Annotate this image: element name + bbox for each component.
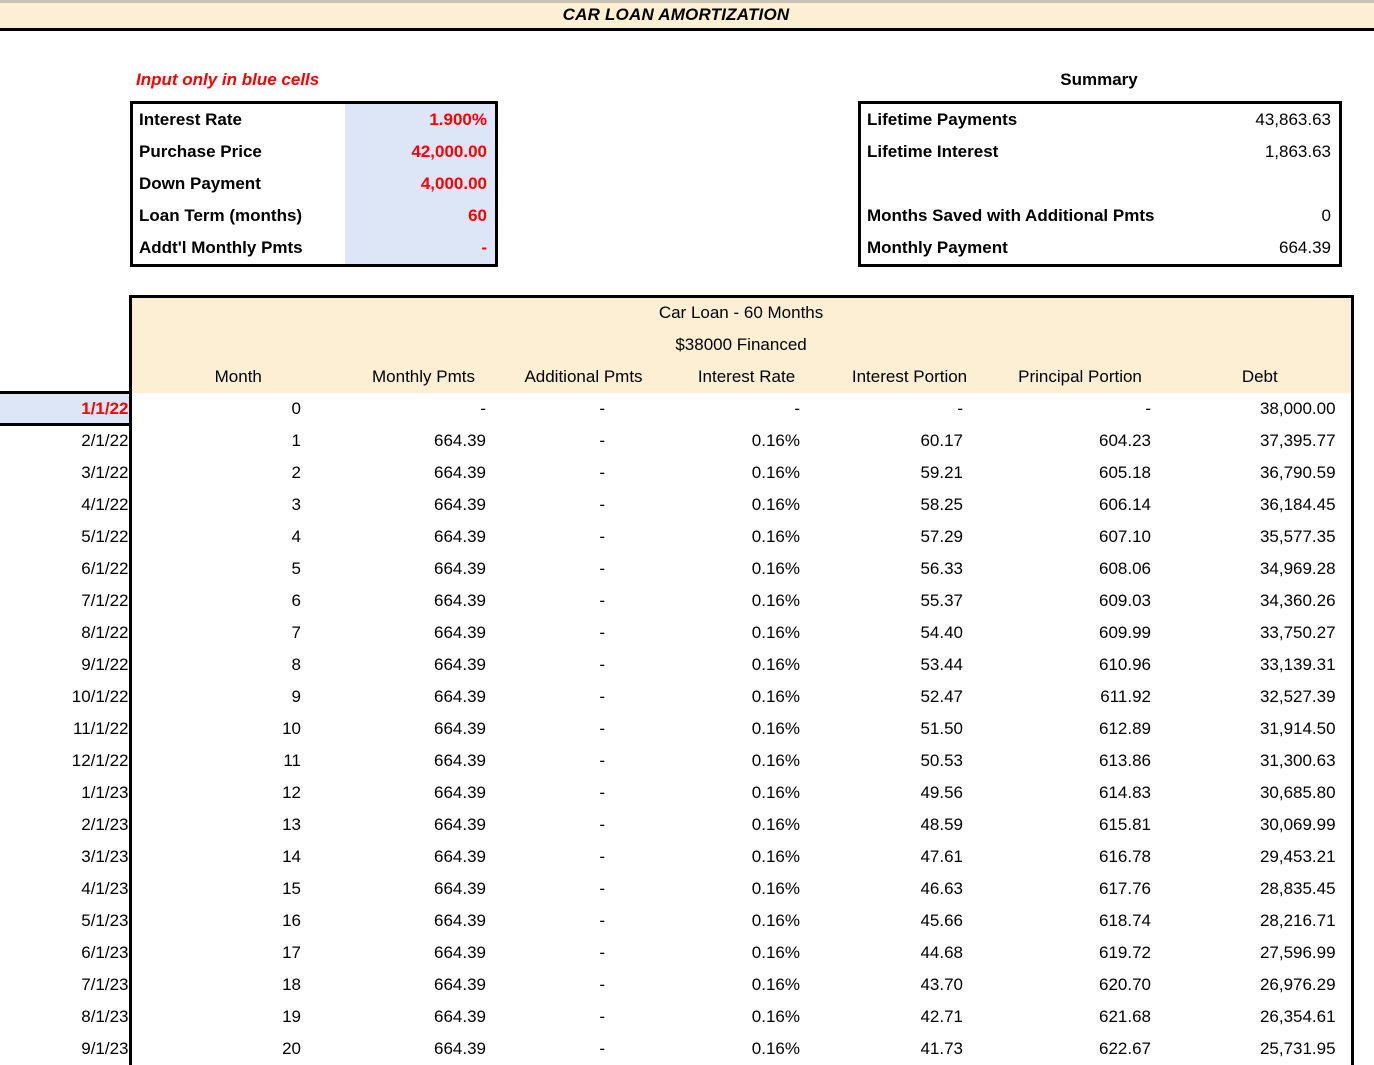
- cell-debt: 26,976.29: [1169, 969, 1352, 1001]
- cell-month: 16: [130, 905, 345, 937]
- cell-interest-rate: 0.16%: [665, 457, 828, 489]
- row-right-gutter: [1352, 681, 1374, 713]
- table-row: [0, 553, 1374, 585]
- cell-principal-portion: 606.14: [991, 489, 1169, 521]
- summary-title: Summary: [1060, 70, 1138, 89]
- table-row: [0, 969, 1374, 1001]
- cell-debt: 36,184.45: [1169, 489, 1352, 521]
- row-date-cell[interactable]: 1/1/22: [0, 393, 130, 425]
- summary-value-lifetime-payments: 43,863.63: [1255, 110, 1331, 129]
- cell-interest-rate: 0.16%: [665, 489, 828, 521]
- row-right-gutter: [1352, 809, 1374, 841]
- cell-debt: 28,216.71: [1169, 905, 1352, 937]
- cell-interest-rate: 0.16%: [665, 905, 828, 937]
- cell-debt: 26,354.61: [1169, 1001, 1352, 1033]
- row-right-gutter: [1352, 1001, 1374, 1033]
- cell-additional-pmts: -: [502, 521, 665, 553]
- banner2-left-gutter: [0, 329, 130, 361]
- cell-principal-portion: 617.76: [991, 873, 1169, 905]
- amortization-table-body: [0, 393, 1374, 1065]
- row-right-gutter: [1352, 393, 1374, 425]
- summary-value-lifetime-interest: 1,863.63: [1264, 142, 1331, 161]
- cell-principal-portion: 614.83: [991, 777, 1169, 809]
- table-row: [0, 777, 1374, 809]
- table-row: [0, 393, 1374, 425]
- summary-row-lifetime-interest: [861, 136, 1339, 168]
- cell-interest-portion: 51.50: [828, 713, 991, 745]
- summary-row-monthly-payment: [861, 232, 1339, 264]
- table-row: [0, 745, 1374, 777]
- cell-interest-rate: 0.16%: [665, 585, 828, 617]
- summary-panel: [858, 101, 1342, 267]
- input-row-loan-term: [133, 200, 495, 232]
- cell-month: 11: [130, 745, 345, 777]
- cell-month: 10: [130, 713, 345, 745]
- summary-value-months-saved: 0: [1321, 206, 1331, 225]
- cell-principal-portion: 615.81: [991, 809, 1169, 841]
- cell-interest-rate: -: [665, 393, 828, 425]
- row-right-gutter: [1352, 425, 1374, 457]
- row-right-gutter: [1352, 777, 1374, 809]
- cell-debt: 37,395.77: [1169, 425, 1352, 457]
- column-header-principal-portion[interactable]: Principal Portion: [991, 361, 1169, 393]
- loan-input-panel: [130, 101, 498, 267]
- row-date-cell[interactable]: 9/1/22: [0, 649, 130, 681]
- cell-debt: 36,790.59: [1169, 457, 1352, 489]
- row-right-gutter: [1352, 937, 1374, 969]
- banner2-right-gutter: [1352, 329, 1374, 361]
- cell-monthly-pmts: 664.39: [345, 841, 502, 873]
- cell-principal-portion: 616.78: [991, 841, 1169, 873]
- cell-monthly-pmts: 664.39: [345, 873, 502, 905]
- row-right-gutter: [1352, 873, 1374, 905]
- row-right-gutter: [1352, 713, 1374, 745]
- cell-interest-portion: 55.37: [828, 585, 991, 617]
- cell-monthly-pmts: 664.39: [345, 457, 502, 489]
- table-row: [0, 1001, 1374, 1033]
- cell-principal-portion: 610.96: [991, 649, 1169, 681]
- page-title: CAR LOAN AMORTIZATION: [562, 5, 790, 24]
- table-row: [0, 425, 1374, 457]
- row-date-cell[interactable]: 12/1/22: [0, 745, 130, 777]
- cell-month: 7: [130, 617, 345, 649]
- input-label-loan-term: Loan Term (months): [139, 206, 303, 225]
- cell-interest-portion: -: [828, 393, 991, 425]
- cell-month: 5: [130, 553, 345, 585]
- cell-interest-rate: 0.16%: [665, 521, 828, 553]
- input-label-down-payment: Down Payment: [139, 174, 261, 193]
- cell-additional-pmts: -: [502, 969, 665, 1001]
- cell-month: 2: [130, 457, 345, 489]
- cell-monthly-pmts: 664.39: [345, 553, 502, 585]
- cell-debt: 33,139.31: [1169, 649, 1352, 681]
- input-field-additional-monthly-pmts[interactable]: -: [345, 232, 495, 264]
- cell-principal-portion: 622.67: [991, 1033, 1169, 1065]
- summary-label-monthly-payment: Monthly Payment: [867, 238, 1008, 257]
- cell-additional-pmts: -: [502, 681, 665, 713]
- cell-month: 3: [130, 489, 345, 521]
- row-date-cell[interactable]: 2/1/23: [0, 809, 130, 841]
- table-banner-row-1: [0, 297, 1374, 329]
- cell-month: 8: [130, 649, 345, 681]
- row-date-cell[interactable]: 1/1/23: [0, 777, 130, 809]
- row-date-cell[interactable]: 8/1/23: [0, 1001, 130, 1033]
- input-field-down-payment[interactable]: 4,000.00: [345, 168, 495, 200]
- cell-additional-pmts: -: [502, 873, 665, 905]
- cell-month: 4: [130, 521, 345, 553]
- cell-interest-portion: 41.73: [828, 1033, 991, 1065]
- cell-interest-rate: 0.16%: [665, 649, 828, 681]
- cell-principal-portion: 621.68: [991, 1001, 1169, 1033]
- cell-monthly-pmts: 664.39: [345, 649, 502, 681]
- cell-interest-portion: 48.59: [828, 809, 991, 841]
- cell-interest-portion: 44.68: [828, 937, 991, 969]
- cell-debt: 32,527.39: [1169, 681, 1352, 713]
- cell-month: 19: [130, 1001, 345, 1033]
- cell-debt: 35,577.35: [1169, 521, 1352, 553]
- header-right-gutter: [1352, 361, 1374, 393]
- cell-additional-pmts: -: [502, 937, 665, 969]
- row-date-cell[interactable]: 4/1/22: [0, 489, 130, 521]
- column-header-debt[interactable]: Debt: [1169, 361, 1352, 393]
- table-row: [0, 873, 1374, 905]
- column-header-additional-pmts[interactable]: Additional Pmts: [502, 361, 665, 393]
- row-date-cell[interactable]: 6/1/23: [0, 937, 130, 969]
- summary-row-months-saved: [861, 200, 1339, 232]
- cell-interest-rate: 0.16%: [665, 425, 828, 457]
- table-banner-row-2: [0, 329, 1374, 361]
- row-right-gutter: [1352, 489, 1374, 521]
- column-header-monthly-pmts[interactable]: Monthly Pmts: [345, 361, 502, 393]
- input-field-interest-rate[interactable]: 1.900%: [345, 104, 495, 136]
- cell-additional-pmts: -: [502, 1001, 665, 1033]
- cell-principal-portion: 618.74: [991, 905, 1169, 937]
- cell-monthly-pmts: 664.39: [345, 713, 502, 745]
- cell-interest-rate: 0.16%: [665, 745, 828, 777]
- input-label-interest-rate: Interest Rate: [139, 110, 242, 129]
- cell-additional-pmts: -: [502, 457, 665, 489]
- cell-principal-portion: 619.72: [991, 937, 1169, 969]
- cell-principal-portion: 620.70: [991, 969, 1169, 1001]
- cell-interest-rate: 0.16%: [665, 1033, 828, 1065]
- table-row: [0, 809, 1374, 841]
- cell-interest-portion: 58.25: [828, 489, 991, 521]
- cell-additional-pmts: -: [502, 777, 665, 809]
- column-header-interest-rate[interactable]: Interest Rate: [665, 361, 828, 393]
- row-right-gutter: [1352, 969, 1374, 1001]
- table-row: [0, 905, 1374, 937]
- cell-interest-portion: 45.66: [828, 905, 991, 937]
- cell-interest-portion: 54.40: [828, 617, 991, 649]
- row-date-cell[interactable]: 8/1/22: [0, 617, 130, 649]
- cell-principal-portion: -: [991, 393, 1169, 425]
- cell-interest-portion: 46.63: [828, 873, 991, 905]
- cell-debt: 34,360.26: [1169, 585, 1352, 617]
- cell-monthly-pmts: 664.39: [345, 585, 502, 617]
- row-right-gutter: [1352, 521, 1374, 553]
- table-row: [0, 681, 1374, 713]
- cell-monthly-pmts: 664.39: [345, 809, 502, 841]
- row-date-cell[interactable]: 11/1/22: [0, 713, 130, 745]
- cell-monthly-pmts: 664.39: [345, 905, 502, 937]
- input-field-purchase-price[interactable]: 42,000.00: [345, 136, 495, 168]
- cell-interest-rate: 0.16%: [665, 553, 828, 585]
- table-row: [0, 937, 1374, 969]
- cell-interest-portion: 49.56: [828, 777, 991, 809]
- cell-interest-rate: 0.16%: [665, 617, 828, 649]
- cell-month: 1: [130, 425, 345, 457]
- cell-monthly-pmts: 664.39: [345, 489, 502, 521]
- cell-principal-portion: 609.99: [991, 617, 1169, 649]
- row-right-gutter: [1352, 649, 1374, 681]
- cell-principal-portion: 607.10: [991, 521, 1169, 553]
- cell-principal-portion: 611.92: [991, 681, 1169, 713]
- cell-interest-portion: 50.53: [828, 745, 991, 777]
- cell-monthly-pmts: 664.39: [345, 777, 502, 809]
- table-row: [0, 841, 1374, 873]
- row-right-gutter: [1352, 617, 1374, 649]
- row-date-cell[interactable]: 9/1/23: [0, 1033, 130, 1065]
- cell-principal-portion: 609.03: [991, 585, 1169, 617]
- cell-monthly-pmts: 664.39: [345, 937, 502, 969]
- table-row: [0, 489, 1374, 521]
- row-right-gutter: [1352, 585, 1374, 617]
- cell-interest-rate: 0.16%: [665, 841, 828, 873]
- row-date-cell[interactable]: 10/1/22: [0, 681, 130, 713]
- banner-left-gutter: [0, 297, 130, 329]
- table-row: [0, 457, 1374, 489]
- cell-interest-portion: 57.29: [828, 521, 991, 553]
- input-row-interest-rate: [133, 104, 495, 136]
- cell-additional-pmts: -: [502, 713, 665, 745]
- row-right-gutter: [1352, 841, 1374, 873]
- cell-month: 14: [130, 841, 345, 873]
- column-header-interest-portion[interactable]: Interest Portion: [828, 361, 991, 393]
- cell-additional-pmts: -: [502, 585, 665, 617]
- cell-month: 17: [130, 937, 345, 969]
- amortization-table: [0, 295, 1374, 1065]
- cell-interest-portion: 59.21: [828, 457, 991, 489]
- cell-additional-pmts: -: [502, 393, 665, 425]
- cell-debt: 31,300.63: [1169, 745, 1352, 777]
- cell-month: 6: [130, 585, 345, 617]
- cell-month: 15: [130, 873, 345, 905]
- cell-interest-portion: 42.71: [828, 1001, 991, 1033]
- cell-month: 18: [130, 969, 345, 1001]
- cell-interest-portion: 52.47: [828, 681, 991, 713]
- row-date-cell[interactable]: 5/1/22: [0, 521, 130, 553]
- row-right-gutter: [1352, 553, 1374, 585]
- cell-additional-pmts: -: [502, 905, 665, 937]
- cell-debt: 30,685.80: [1169, 777, 1352, 809]
- cell-debt: 25,731.95: [1169, 1033, 1352, 1065]
- cell-interest-rate: 0.16%: [665, 681, 828, 713]
- row-right-gutter: [1352, 905, 1374, 937]
- cell-monthly-pmts: 664.39: [345, 681, 502, 713]
- cell-month: 9: [130, 681, 345, 713]
- table-row: [0, 649, 1374, 681]
- cell-principal-portion: 612.89: [991, 713, 1169, 745]
- column-header-month[interactable]: Month: [130, 361, 345, 393]
- cell-interest-portion: 53.44: [828, 649, 991, 681]
- cell-interest-rate: 0.16%: [665, 777, 828, 809]
- input-field-loan-term[interactable]: 60: [345, 200, 495, 232]
- cell-additional-pmts: -: [502, 745, 665, 777]
- input-label-purchase-price: Purchase Price: [139, 142, 262, 161]
- cell-additional-pmts: -: [502, 809, 665, 841]
- cell-interest-rate: 0.16%: [665, 1001, 828, 1033]
- table-row: [0, 713, 1374, 745]
- table-banner-loan-term: Car Loan - 60 Months: [130, 297, 1352, 329]
- table-row: [0, 585, 1374, 617]
- cell-monthly-pmts: 664.39: [345, 617, 502, 649]
- cell-monthly-pmts: -: [345, 393, 502, 425]
- banner-right-gutter: [1352, 297, 1374, 329]
- cell-month: 20: [130, 1033, 345, 1065]
- input-row-down-payment: [133, 168, 495, 200]
- summary-row-spacer: [861, 168, 1339, 200]
- row-date-cell[interactable]: 3/1/23: [0, 841, 130, 873]
- row-right-gutter: [1352, 745, 1374, 777]
- cell-principal-portion: 613.86: [991, 745, 1169, 777]
- cell-additional-pmts: -: [502, 553, 665, 585]
- input-label-additional-monthly-pmts: Addt'l Monthly Pmts: [139, 238, 303, 257]
- summary-label-lifetime-payments: Lifetime Payments: [867, 110, 1018, 129]
- cell-month: 13: [130, 809, 345, 841]
- cell-debt: 29,453.21: [1169, 841, 1352, 873]
- header-left-gutter: [0, 361, 130, 393]
- cell-monthly-pmts: 664.39: [345, 969, 502, 1001]
- cell-monthly-pmts: 664.39: [345, 1033, 502, 1065]
- cell-interest-rate: 0.16%: [665, 873, 828, 905]
- table-row: [0, 617, 1374, 649]
- cell-principal-portion: 605.18: [991, 457, 1169, 489]
- row-date-cell[interactable]: 7/1/23: [0, 969, 130, 1001]
- input-row-purchase-price: [133, 136, 495, 168]
- cell-interest-rate: 0.16%: [665, 969, 828, 1001]
- row-date-cell[interactable]: 2/1/22: [0, 425, 130, 457]
- cell-interest-portion: 43.70: [828, 969, 991, 1001]
- cell-interest-rate: 0.16%: [665, 809, 828, 841]
- amortization-table-wrapper: [0, 295, 1374, 1065]
- cell-additional-pmts: -: [502, 489, 665, 521]
- input-row-additional-monthly-pmts: [133, 232, 495, 264]
- cell-interest-portion: 56.33: [828, 553, 991, 585]
- cell-debt: 31,914.50: [1169, 713, 1352, 745]
- cell-additional-pmts: -: [502, 425, 665, 457]
- cell-debt: 30,069.99: [1169, 809, 1352, 841]
- row-date-cell[interactable]: 6/1/22: [0, 553, 130, 585]
- summary-label-lifetime-interest: Lifetime Interest: [867, 142, 999, 161]
- cell-principal-portion: 608.06: [991, 553, 1169, 585]
- cell-monthly-pmts: 664.39: [345, 1001, 502, 1033]
- cell-interest-portion: 60.17: [828, 425, 991, 457]
- table-banner-amount-financed: $38000 Financed: [130, 329, 1352, 361]
- cell-interest-portion: 47.61: [828, 841, 991, 873]
- row-date-cell[interactable]: 3/1/22: [0, 457, 130, 489]
- cell-additional-pmts: -: [502, 617, 665, 649]
- cell-month: 0: [130, 393, 345, 425]
- cell-debt: 27,596.99: [1169, 937, 1352, 969]
- cell-interest-rate: 0.16%: [665, 713, 828, 745]
- row-date-cell[interactable]: 4/1/23: [0, 873, 130, 905]
- cell-interest-rate: 0.16%: [665, 937, 828, 969]
- cell-monthly-pmts: 664.39: [345, 425, 502, 457]
- row-right-gutter: [1352, 457, 1374, 489]
- cell-debt: 38,000.00: [1169, 393, 1352, 425]
- summary-row-lifetime-payments: [861, 104, 1339, 136]
- cell-debt: 33,750.27: [1169, 617, 1352, 649]
- document-title-banner: [0, 3, 1374, 31]
- cell-additional-pmts: -: [502, 1033, 665, 1065]
- cell-monthly-pmts: 664.39: [345, 745, 502, 777]
- summary-label-months-saved: Months Saved with Additional Pmts: [867, 206, 1155, 225]
- row-date-cell[interactable]: 5/1/23: [0, 905, 130, 937]
- cell-additional-pmts: -: [502, 649, 665, 681]
- input-instruction-note: Input only in blue cells: [136, 70, 320, 89]
- table-row: [0, 521, 1374, 553]
- table-header-row: [0, 361, 1374, 393]
- row-date-cell[interactable]: 7/1/22: [0, 585, 130, 617]
- cell-principal-portion: 604.23: [991, 425, 1169, 457]
- summary-value-monthly-payment: 664.39: [1279, 238, 1331, 257]
- cell-monthly-pmts: 664.39: [345, 521, 502, 553]
- cell-additional-pmts: -: [502, 841, 665, 873]
- cell-debt: 28,835.45: [1169, 873, 1352, 905]
- cell-debt: 34,969.28: [1169, 553, 1352, 585]
- cell-month: 12: [130, 777, 345, 809]
